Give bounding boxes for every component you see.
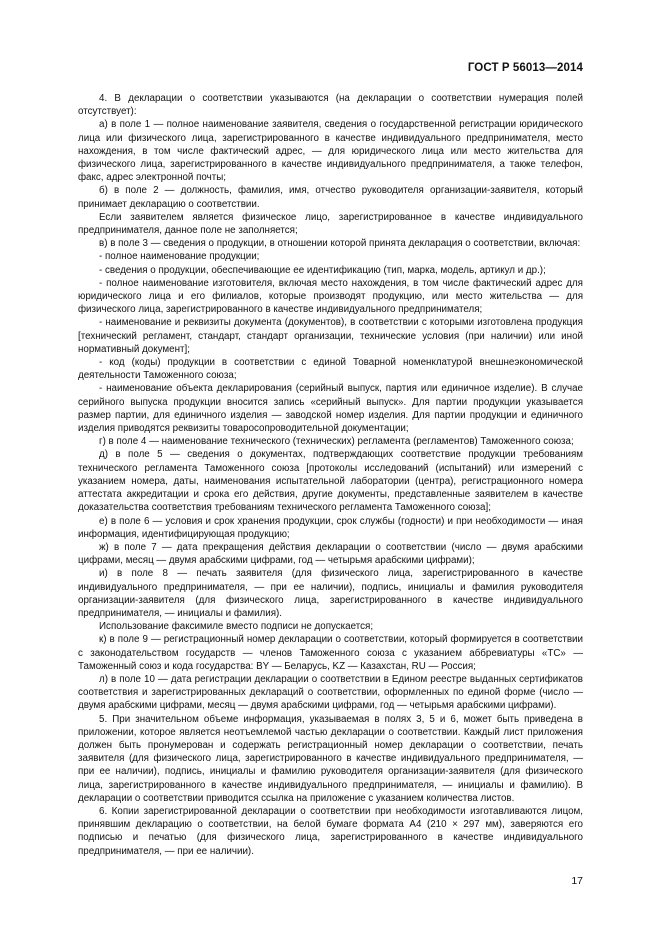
paragraph: а) в поле 1 — полное наименование заявителя, сведения о государственной регистрации юридического лица или физического лица, зарегистрированного в качестве индивидуального предпринимателя, место нахождения, в том числе фактический адрес, — для юридического лица или место жительства для физического лица, зарегистрированного в качестве индивидуального предпринимателя, а также телефон, факс, адрес электронной почты; [78, 119, 583, 184]
paragraph: г) в поле 4 — наименование технического (технических) регламента (регламентов) Таможенного союза; [99, 436, 574, 448]
paragraph: 4. В декларации о соответствии указываются (на декларации о соответствии нумерация полей отсутствует): [78, 93, 583, 118]
paragraph: Если заявителем является физическое лицо, зарегистрированное в качестве индивидуального предпринимателя, данное поле не заполняется; [78, 211, 583, 237]
paragraph: и) в поле 8 — печать заявителя (для физического лица, зарегистрированного в качестве индивидуального предпринимателя, — при ее наличии), подпись, инициалы и фамилия руководителя организации-заявителя (для физического лица, зарегистрированного в качестве индивидуального предпринимателя, — инициалы и фамилия). [78, 568, 583, 619]
list-item: - наименование объекта декларирования (серийный выпуск, партия или единичное изделие). В случае серийного выпуска продукции вносится запись «серийный выпуск». Для партии продукции указывается размер партии, для единичного изделия — заводской номер изделия. Для партии продукции и единичного изделия приводятся реквизиты товаросопроводительной документации; [78, 383, 583, 435]
list-item: - полное наименование изготовителя, включая место нахождения, в том числе фактический адрес для юридического лица и его филиалов, которые производят продукцию, или место жительства — для физического лица, зарегистрированного в качестве индивидуального предпринимателя; [78, 277, 583, 316]
paragraph: е) в поле 6 — условия и срок хранения продукции, срок службы (годности) и при необходимости — иная информация, идентифицирующая продукцию; [78, 515, 583, 540]
page-number: 17 [571, 875, 583, 887]
paragraph: д) в поле 5 — сведения о документах, подтверждающих соответствие продукции требованиям технического регламента Таможенного союза [протоколы исследований (испытаний) или измерений с указанием номера, даты, наименования испытательной лаборатории (центра), регистрационного номера аттестата аккредитации и срока его действия, другие документы, представленные заявителем в качестве доказательства соответствия требованиям технического регламента Таможенного союза]; [78, 449, 583, 514]
list-item: - код (коды) продукции в соответствии с единой Товарной номенклатурой внешнеэкономической деятельности Таможенного союза; [78, 357, 583, 382]
paragraph: ж) в поле 7 — дата прекращения действия декларации о соответствии (число — двумя арабскими цифрами, месяц — двумя арабскими цифрами, год — четырьмя арабскими цифрами); [78, 541, 583, 567]
paragraph: 5. При значительном объеме информация, указываемая в полях 3, 5 и 6, может быть приведена в приложении, которое является неотъемлемой частью декларации о соответствии. Каждый лист приложения должен быть пронумерован и содержать регистрационный номер декларации о соответствии, печать заявителя (для физического лица, зарегистрированного в качестве индивидуального предпринимателя, — при ее наличии), подпись, инициалы и фамилию руководителя организации-заявителя (для физического лица, зарегистрированного в качестве индивидуального предпринимателя, — инициалы и фамилию). В декларации о соответствии приводится ссылка на приложение с указанием количества листов. [78, 713, 583, 804]
paragraph: л) в поле 10 — дата регистрации декларации о соответствии в Едином реестре выданных сертификатов соответствия и зарегистрированных деклараций о соответствии, оформленных по единой форме (число — двумя арабскими цифрами, месяц — двумя арабскими цифрами, год — четырьмя арабскими цифрами). [78, 673, 583, 712]
list-item: - полное наименование продукции; [99, 251, 260, 263]
paragraph: к) в поле 9 — регистрационный номер декларации о соответствии, который формируется в соответствии с законодательством государств — членов Таможенного союза с указанием аббревиатуры «ТС» — Таможенный союз и кода государства: BY — Беларусь, KZ — Казахстан, RU — Россия; [78, 634, 583, 672]
document-header: ГОСТ Р 56013—2014 [467, 62, 583, 74]
paragraph: б) в поле 2 — должность, фамилия, имя, отчество руководителя организации-заявителя, который принимает декларацию о соответствии. [78, 185, 583, 210]
list-item: - наименование и реквизиты документа (документов), в соответствии с которыми изготовлена продукция [технический регламент, стандарт, стандарт организации, технические условия (при наличии) или иной нормативный документ]; [78, 317, 583, 355]
paragraph: 6. Копии зарегистрированной декларации о соответствии при необходимости изготавливаются лицом, принявшим декларацию о соответствии, на белой бумаге формата А4 (210 × 297 мм), заверяются его подписью и печатью (для физического лица, зарегистрированного в качестве индивидуального предпринимателя, — при ее наличии). [78, 805, 583, 857]
document-body [78, 92, 583, 858]
paragraph: Использование факсимиле вместо подписи не допускается; [99, 621, 374, 633]
list-item: - сведения о продукции, обеспечивающие ее идентификацию (тип, марка, модель, артикул и др.); [99, 264, 546, 276]
paragraph: в) в поле 3 — сведения о продукции, в отношении которой принята декларация о соответствии, включая: [99, 238, 581, 250]
